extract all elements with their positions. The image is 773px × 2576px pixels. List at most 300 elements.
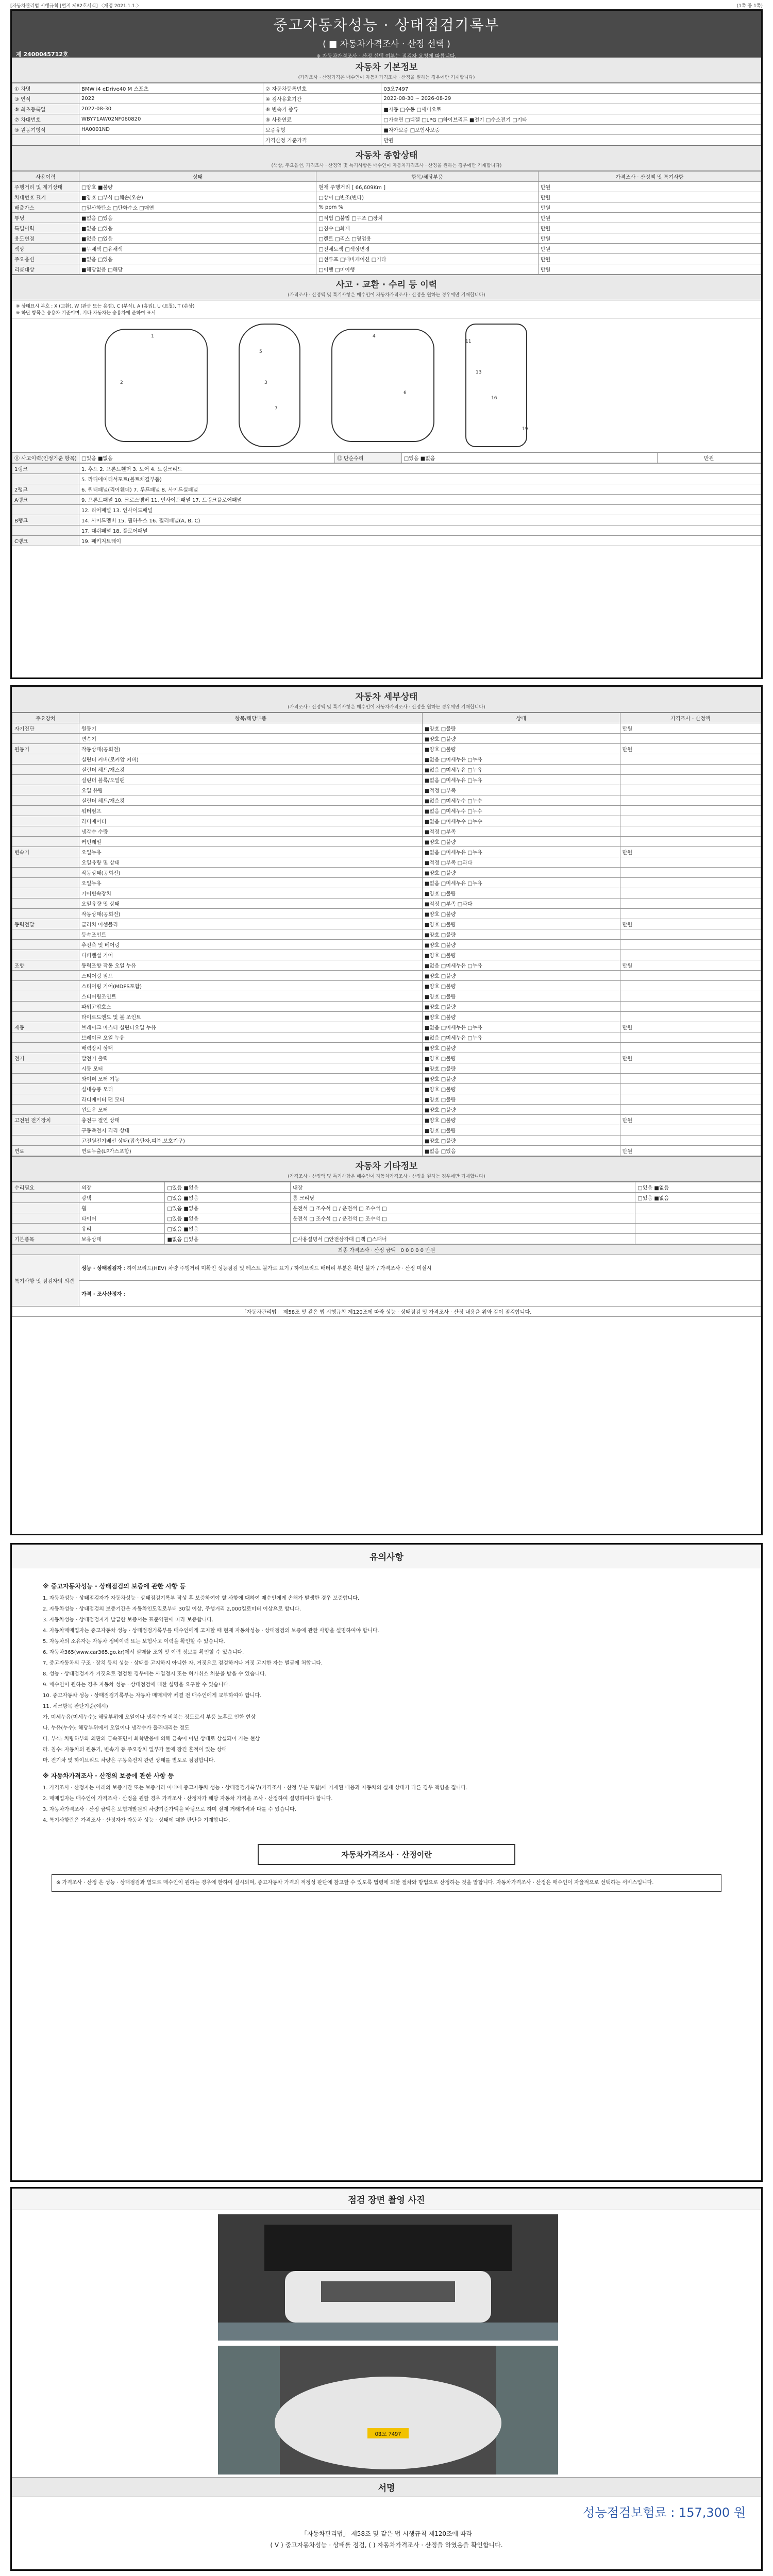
detail-row: [12, 1032, 761, 1043]
table-cell: 유리: [79, 1224, 165, 1234]
table-cell: 타이어: [79, 1213, 165, 1224]
detail-section: [12, 687, 761, 713]
table-cell: [620, 1105, 761, 1115]
note-item: 나. 누유(누수): 해당부위에서 오일이나 냉각수가 흘러내리는 정도: [43, 1725, 190, 1732]
table-cell: ■없음 □미세누수 □누수: [422, 795, 620, 806]
table-cell: [12, 785, 79, 795]
table-cell: 커먼레일: [79, 837, 423, 847]
table-cell: □적법 □불법 □구조 □장치: [316, 213, 539, 223]
table-cell: ■양호 □불량: [422, 1094, 620, 1105]
detail-row: [12, 960, 761, 971]
table-cell: [620, 837, 761, 847]
table-cell: ④ 검사유효기간: [263, 94, 381, 104]
part-number-3: 3: [264, 380, 267, 385]
table-cell: 원동기: [79, 723, 423, 734]
table-cell: 연료누출(LP가스포함): [79, 1146, 423, 1156]
section-subtitle: (가격조사 · 산정액 및 특기사항은 매수인이 자동차가격조사 · 산정을 원하는 경우에만 기재합니다): [288, 705, 485, 710]
table-cell: 실린더 헤드/개스킷: [79, 795, 423, 806]
table-cell: ■양호 □불량: [422, 744, 620, 754]
car-front-outline: [105, 329, 208, 442]
detail-row: [12, 940, 761, 950]
legend-note: ※ 하단 항목은 승용차 기준이며, 기타 자동차는 승용차에 준하여 표시: [16, 311, 156, 316]
table-cell: [12, 135, 79, 145]
detail-row: [12, 929, 761, 940]
table-cell: 전기: [12, 1053, 79, 1063]
table-cell: 1. 후드 2. 프론트휀더 3. 도어 4. 트렁크리드: [79, 464, 761, 474]
detail-row: [12, 775, 761, 785]
simple-repair-label: ⑫ 단순수리: [334, 453, 401, 463]
appraisal-box-title: 자동차가격조사 · 산정이란: [341, 1850, 432, 1860]
table-cell: [620, 1125, 761, 1136]
detail-row: [12, 888, 761, 899]
table-cell: 브레이크 오일 누유: [79, 1032, 423, 1043]
form-reference: [10, 2, 763, 8]
table-cell: ■적정 □부족: [422, 826, 620, 837]
table-cell: [620, 991, 761, 1002]
table-cell: 튜닝: [12, 213, 79, 223]
table-cell: 구동축전지 격리 상태: [79, 1125, 423, 1136]
detail-row: [12, 1074, 761, 1084]
table-cell: ⑧ 사용연료: [263, 114, 381, 125]
table-cell: 만원: [620, 723, 761, 734]
detail-row: [12, 785, 761, 795]
table-cell: ⑥ 변속기 종류: [263, 104, 381, 114]
page-count: (1쪽 중 1쪽): [736, 4, 763, 9]
table-cell: [12, 1125, 79, 1136]
detail-row: [12, 919, 761, 929]
general-row: [12, 202, 761, 213]
other-row: [12, 1213, 761, 1224]
table-header-row: [12, 713, 761, 723]
table-cell: 03오7497: [381, 83, 761, 94]
table-cell: 등속조인트: [79, 929, 423, 940]
note-item: 4. 특기사항란은 가격조사 · 산정자가 자동차 성능 · 상태에 대한 판단을 기재합니다.: [43, 1818, 230, 1824]
column-header: 상태: [79, 172, 316, 182]
table-cell: 충전구 절연 상태: [79, 1115, 423, 1125]
detail-row: [12, 991, 761, 1002]
accident-history-table: [12, 452, 761, 463]
basic-info-row: [12, 94, 761, 104]
final-price-label: 최종 가격조사 · 산정 금액: [338, 1248, 396, 1253]
accident-section: [12, 275, 761, 300]
table-cell: [12, 1043, 79, 1053]
note-item: 3. 자동차성능 · 상태점검자가 발급한 보증서는 표준약관에 따라 보증합니다.: [43, 1617, 214, 1623]
detail-row: [12, 723, 761, 734]
general-row: [12, 254, 761, 264]
table-cell: 클러치 어셈블리: [79, 919, 423, 929]
table-cell: BMW i4 eDrive40 M 스포츠: [79, 83, 263, 94]
table-cell: [12, 1203, 79, 1213]
table-cell: [12, 1012, 79, 1022]
table-cell: 배출가스: [12, 202, 79, 213]
notes-list-2: [43, 1784, 730, 1825]
basic-info-row: [12, 125, 761, 135]
table-cell: [620, 1012, 761, 1022]
document-subtitle: ( ■ 자동차가격조사 · 산정 선택 ): [323, 39, 450, 49]
table-cell: ■양호 □불량: [422, 909, 620, 919]
part-rank-table: [12, 463, 761, 546]
basic-info-row: [12, 135, 761, 145]
note-item: 4. 자동차매매업자는 중고자동차 성능 · 상태점검기록부를 매수인에게 고지할 때 현재 자동차성능 · 상태점검의 보증에 관한 사항을 설명하여야 합니다.: [43, 1628, 379, 1634]
rank-row: [12, 505, 761, 515]
table-cell: [12, 1136, 79, 1146]
other-row: [12, 1224, 761, 1234]
table-cell: ■무채색 □유채색: [79, 244, 316, 254]
rank-row: [12, 484, 761, 495]
document-header: [12, 11, 761, 57]
table-cell: 작동상태(공회전): [79, 744, 423, 754]
table-cell: 만원: [538, 202, 761, 213]
part-number-7: 7: [275, 406, 278, 411]
part-number-1: 1: [151, 334, 154, 339]
table-cell: ■자가보증 □보험사보증: [381, 125, 761, 135]
table-cell: [12, 816, 79, 826]
table-cell: HA0001ND: [79, 125, 263, 135]
table-cell: [12, 734, 79, 744]
table-cell: ■양호 □불량: [422, 1125, 620, 1136]
note-item: 라. 침수: 자동차의 원동기, 변속기 등 주요장치 일부가 물에 잠긴 흔적이 있는 상태: [43, 1747, 227, 1753]
detail-row: [12, 857, 761, 868]
appraiser-label: 가격 · 조사산정자: [81, 1292, 122, 1297]
table-cell: 2022-08-30 ~ 2026-08-29: [381, 94, 761, 104]
detail-row: [12, 950, 761, 960]
table-cell: ■없음 □미세누수 □누수: [422, 806, 620, 816]
table-cell: 변속기: [79, 734, 423, 744]
other-row: [12, 1234, 761, 1244]
table-cell: [620, 826, 761, 837]
table-cell: 파워고압호스: [79, 1002, 423, 1012]
table-cell: ■없음 □미세누유 □누유: [422, 775, 620, 785]
detail-row: [12, 1012, 761, 1022]
table-cell: [620, 1094, 761, 1105]
part-number-4: 4: [373, 334, 376, 339]
table-cell: 만원: [538, 233, 761, 244]
appraisal-description: ※ 가격조사 · 산정 은 성능 · 상태점검과 별도로 매수인이 원하는 경우에 한하여 실시되며, 중고자동차 가격의 적정성 판단에 참고할 수 있도록 법령에 의한 절차와 방법으로 산정하는 것을 말합니다. 자동차가격조사 · 산정은 매수인이 자율적으로 선택하는 서비스입니다.: [52, 1874, 721, 1892]
table-cell: ■없음 □있음: [79, 223, 316, 233]
section-subtitle: (가격조사 · 산정가격은 매수인이 자동차가격조사 · 산정을 원하는 경우에만 기재합니다): [298, 75, 475, 80]
final-price-table: 최종 가격조사 · 산정 금액 0 0 0 0 0 만원 특기사항 및 점검자의 의견 성능 · 상태점검자 : 하이브리드(HEV) 차량 주행거리 미확인 성능점검 및 테스트 불가로 표기 / 하이브리드 배터리 부분은 확인 불가 / 가격조사 · 산정 미실시 가격 · 조사산정자 : 「자동차관리법」 제58조 및 같은 법 시행규칙 제120조에 따라 성능 · 상태점검 및 가격조사 · 산정 내용을 위와 같이 점검합니다.: [12, 1244, 761, 1317]
table-cell: ■양호 □불량: [422, 837, 620, 847]
table-cell: 현재 주행거리 [ 66,609Km ]: [316, 182, 539, 192]
table-cell: ■적정 □부족 □과다: [422, 899, 620, 909]
section-title: 사고 · 교환 · 수리 등 이력: [335, 280, 438, 290]
note-item: 1. 가격조사 · 산정자는 아래의 보증기간 또는 보증거리 이내에 중고자동차 성능 · 상태점검기록부(가격조사 · 산정 부분 포함)에 기재된 내용과 자동차의 실제 상태가 다른 경우 책임을 집니다.: [43, 1785, 468, 1791]
table-cell: [635, 1213, 761, 1224]
signature-footer: [12, 2526, 761, 2551]
vehicle-diagram: [12, 318, 761, 452]
basic-info-row: [12, 83, 761, 94]
table-cell: 디퍼렌셜 기어: [79, 950, 423, 960]
table-cell: ■해당없음 □해당: [79, 264, 316, 275]
table-cell: 만원: [620, 1146, 761, 1156]
part-number-19: 19: [522, 427, 528, 432]
basic-info-row: [12, 114, 761, 125]
table-cell: [12, 899, 79, 909]
table-cell: [12, 795, 79, 806]
detail-row: [12, 826, 761, 837]
table-cell: ■양호 □불량: [422, 734, 620, 744]
other-section: [12, 1156, 761, 1182]
table-cell: [12, 971, 79, 981]
table-cell: [12, 981, 79, 991]
table-cell: ■없음 □있음: [79, 213, 316, 223]
legend-text: ※ 상태표시 부호 : X (교환), W (판금 또는 용접), C (부식), A (흠집), U (요철), T (손상): [16, 304, 195, 309]
table-cell: [620, 1043, 761, 1053]
detail-row: [12, 971, 761, 981]
table-cell: B랭크: [12, 515, 79, 526]
page-2: [10, 685, 763, 1535]
detail-row: [12, 1094, 761, 1105]
signature-title: 서명: [12, 2478, 761, 2497]
table-cell: ■양호 □불량: [422, 940, 620, 950]
table-cell: [12, 857, 79, 868]
notes-label: 특기사항 및 점검자의 의견: [12, 1255, 79, 1307]
general-row: [12, 223, 761, 233]
other-row: [12, 1182, 761, 1193]
table-cell: [620, 734, 761, 744]
table-cell: 기어변속장치: [79, 888, 423, 899]
table-cell: ■양호 □불량: [422, 1074, 620, 1084]
note-item: 2. 매매업자는 매수인이 가격조사 · 산정을 원할 경우 가격조사 · 산정자가 해당 자동차 가격을 조사 · 산정하여 설명하여야 합니다.: [43, 1796, 333, 1802]
note-item: 1. 자동차성능 · 상태점검자가 자동차성능 · 상태점검기록부 작성 후 보증하여야 할 사항에 대하여 매수인에게 손해가 발생한 경우 보증합니다.: [43, 1596, 360, 1602]
table-cell: 보증유형: [263, 125, 381, 135]
part-number-6: 6: [404, 391, 407, 396]
table-cell: [12, 909, 79, 919]
table-cell: 수리필요: [12, 1182, 79, 1193]
table-cell: [620, 868, 761, 878]
general-row: [12, 192, 761, 202]
table-cell: 5. 라디에이터서포트(볼트체결부품): [79, 474, 761, 484]
table-cell: [620, 888, 761, 899]
note-item: 11. 체크항목 판단기준(예시): [43, 1704, 108, 1710]
rank-row: [12, 495, 761, 505]
table-cell: [12, 991, 79, 1002]
detail-row: [12, 734, 761, 744]
column-header: 상태: [422, 713, 620, 723]
table-cell: 발전기 출력: [79, 1053, 423, 1063]
table-cell: ⑦ 차대번호: [12, 114, 79, 125]
table-cell: 원동기: [12, 744, 79, 754]
detail-row: [12, 795, 761, 806]
photos-title: 점검 장면 촬영 사진: [12, 2189, 761, 2210]
table-cell: 만원: [538, 254, 761, 264]
table-cell: □렌트 □리스 □영업용: [316, 233, 539, 244]
page-4: [10, 2187, 763, 2571]
table-cell: % ppm %: [316, 202, 539, 213]
basic-info-row: [12, 104, 761, 114]
detail-row: [12, 837, 761, 847]
table-cell: ■없음 □있음: [79, 254, 316, 264]
accident-price: 만원: [657, 453, 761, 463]
table-cell: □있음 ■없음: [165, 1193, 291, 1203]
table-cell: [620, 785, 761, 795]
table-cell: 주행거리 및 계기상태: [12, 182, 79, 192]
table-cell: [620, 857, 761, 868]
table-cell: ■양호 □불량: [422, 1084, 620, 1094]
table-cell: 만원: [381, 135, 761, 145]
detail-row: [12, 1063, 761, 1074]
table-cell: ■양호 □불량: [422, 981, 620, 991]
rank-row: [12, 536, 761, 546]
table-cell: ■양호 □불량: [422, 1053, 620, 1063]
table-cell: □선루프 □내비게이션 □기타: [316, 254, 539, 264]
detail-row: [12, 981, 761, 991]
table-cell: 워터펌프: [79, 806, 423, 816]
table-cell: [12, 474, 79, 484]
simple-repair-value: □있음 ■없음: [401, 453, 657, 463]
table-cell: 9. 프론트패널 10. 크로스멤버 11. 인사이드패널 17. 트렁크플로어패널: [79, 495, 761, 505]
table-cell: □가솔린 □디젤 □LPG □하이브리드 ■전기 □수소전기 □기타: [381, 114, 761, 125]
table-cell: [635, 1203, 761, 1213]
form-law-reference: [자동차관리법 시행규칙 [별지 제82호서식] 〈개정 2021.1.1.〉: [10, 4, 141, 9]
table-cell: 만원: [538, 182, 761, 192]
car-rear-outline: [331, 329, 434, 442]
note-item: 9. 매수인이 원하는 경우 자동차 성능 · 상태점검에 대한 설명을 요구할 수 있습니다.: [43, 1682, 230, 1688]
note-item: 2. 자동차성능 · 상태점검의 보증기간은 자동차인도일로부터 30일 이상, 주행거리 2,000킬로미터 이상으로 합니다.: [43, 1606, 301, 1613]
table-cell: 보유상태: [79, 1234, 165, 1244]
note-item: 5. 자동차의 소유자는 자동차 정비이력 또는 보험사고 이력을 확인할 수 있습니다.: [43, 1639, 225, 1645]
table-cell: [620, 765, 761, 775]
table-cell: [620, 816, 761, 826]
table-cell: 외장: [79, 1182, 165, 1193]
table-cell: [12, 837, 79, 847]
table-cell: [291, 1224, 635, 1234]
table-cell: 타이로드엔드 및 볼 조인트: [79, 1012, 423, 1022]
table-cell: [12, 878, 79, 888]
notes-title: 유의사항: [12, 1545, 761, 1568]
inspector-notes: 하이브리드(HEV) 차량 주행거리 미확인 성능점검 및 테스트 불가로 표기 / 하이브리드 배터리 부분은 확인 불가 / 가격조사 · 산정 미실시: [127, 1266, 432, 1272]
detail-row: [12, 1002, 761, 1012]
table-cell: 실내송풍 모터: [79, 1084, 423, 1094]
table-cell: 라디에이터 팬 모터: [79, 1094, 423, 1105]
notes-list-1: [43, 1595, 730, 1765]
note-item: 마. 전기차 및 하이브리드 차량은 구동축전지 관련 상태를 별도로 점검합니다.: [43, 1758, 215, 1764]
table-cell: ③ 연식: [12, 94, 79, 104]
accident-history-value: □있음 ■없음: [79, 453, 335, 463]
table-cell: [12, 1193, 79, 1203]
table-cell: 스티어링 기어(MDPS포함): [79, 981, 423, 991]
table-cell: 조향: [12, 960, 79, 971]
table-cell: □있음 ■없음: [165, 1203, 291, 1213]
table-cell: 색상: [12, 244, 79, 254]
table-cell: 만원: [620, 847, 761, 857]
column-header: 주요장치: [12, 713, 79, 723]
table-cell: [12, 888, 79, 899]
note-item: 10. 중고자동차 성능 · 상태점검기록부는 자동차 매매계약 체결 전 매수인에게 교부하여야 합니다.: [43, 1693, 262, 1699]
section-subtitle: (가격조사 · 산정액 및 특기사항은 매수인이 자동차가격조사 · 산정을 원하는 경우에만 기재합니다): [288, 1174, 485, 1179]
table-cell: ■없음 □있음: [165, 1234, 291, 1244]
table-cell: 가격산정 기준가격: [263, 135, 381, 145]
front-view-photo: [218, 2346, 558, 2475]
table-cell: [620, 909, 761, 919]
column-header: 가격조사 · 산정액 및 특기사항: [538, 172, 761, 182]
table-cell: □양호 ■불량: [79, 182, 316, 192]
table-cell: ② 자동차등록번호: [263, 83, 381, 94]
detail-row: [12, 1105, 761, 1115]
table-cell: [620, 775, 761, 785]
column-header: 항목/해당부품: [79, 713, 423, 723]
detail-row: [12, 1125, 761, 1136]
table-cell: ■양호 □불량: [422, 888, 620, 899]
table-cell: 오일누유: [79, 847, 423, 857]
table-cell: 와이퍼 모터 기능: [79, 1074, 423, 1084]
table-cell: ■자동 □수동 □세미오토: [381, 104, 761, 114]
table-cell: 오일유량 및 상태: [79, 857, 423, 868]
table-cell: 냉각수 수량: [79, 826, 423, 837]
table-cell: [12, 1074, 79, 1084]
table-cell: 광택: [79, 1193, 165, 1203]
detail-row: [12, 1146, 761, 1156]
table-cell: 윈도우 모터: [79, 1105, 423, 1115]
table-cell: [620, 981, 761, 991]
table-cell: [12, 826, 79, 837]
table-cell: ■없음 □있음: [79, 233, 316, 244]
header-note: ※ 자동차가격조사 · 산정 선택 여부는 점검자 요청에 따릅니다.: [316, 54, 457, 59]
table-cell: [620, 806, 761, 816]
detail-row: [12, 1115, 761, 1125]
engine-bay-photo: [218, 2214, 558, 2341]
table-cell: 스티어링조인트: [79, 991, 423, 1002]
part-number-2: 2: [120, 380, 123, 385]
notes-heading-1: ※ 중고자동차성능 · 상태점검의 보증에 관한 사항 등: [43, 1583, 186, 1590]
table-cell: [12, 754, 79, 765]
detail-table: [12, 713, 761, 1156]
document-number: 제 2400045712호: [16, 51, 69, 58]
table-cell: 14. 사이드멤버 15. 휠하우스 16. 필러패널(A, B, C): [79, 515, 761, 526]
table-cell: 6. 쿼터패널(리어휀더) 7. 루프패널 8. 사이드실패널: [79, 484, 761, 495]
section-title: 자동차 기본정보: [355, 62, 418, 73]
part-number-16: 16: [491, 396, 497, 401]
detail-row: [12, 1053, 761, 1063]
table-cell: 2랭크: [12, 484, 79, 495]
table-cell: [620, 1084, 761, 1094]
section-title: 자동차 세부상태: [355, 692, 418, 702]
rank-row: [12, 474, 761, 484]
table-cell: 실린더 블록/오일팬: [79, 775, 423, 785]
table-cell: 제동: [12, 1022, 79, 1032]
detail-row: [12, 1084, 761, 1094]
section-title: 자동차 종합상태: [355, 150, 418, 161]
table-cell: □있음 ■없음: [165, 1224, 291, 1234]
detail-row: [12, 765, 761, 775]
column-header: 가격조사 · 산정액: [620, 713, 761, 723]
part-number-5: 5: [259, 349, 262, 354]
table-cell: ■양호 □불량: [422, 1105, 620, 1115]
table-cell: [620, 899, 761, 909]
table-cell: □전체도색 □색상변경: [316, 244, 539, 254]
rank-row: [12, 464, 761, 474]
detail-row: [12, 878, 761, 888]
table-cell: 내장: [291, 1182, 635, 1193]
insurance-fee: [12, 2497, 761, 2526]
table-cell: [635, 1234, 761, 1244]
table-cell: 시동 모터: [79, 1063, 423, 1074]
table-cell: 만원: [538, 223, 761, 233]
table-cell: 차대번호 표기: [12, 192, 79, 202]
table-cell: □있음 ■없음: [165, 1182, 291, 1193]
table-cell: [12, 1084, 79, 1094]
final-price-value: 0 0 0 0 0 만원: [400, 1248, 435, 1253]
table-cell: ■없음 □미세누유 □누유: [422, 754, 620, 765]
table-cell: □상이 □변조(변타): [316, 192, 539, 202]
detail-row: [12, 744, 761, 754]
table-cell: [12, 940, 79, 950]
notes-body: [12, 1568, 761, 1835]
table-cell: ⑤ 최초등록일: [12, 104, 79, 114]
table-cell: 리콜대상: [12, 264, 79, 275]
detail-row: [12, 909, 761, 919]
table-cell: ■양호 □불량: [422, 723, 620, 734]
